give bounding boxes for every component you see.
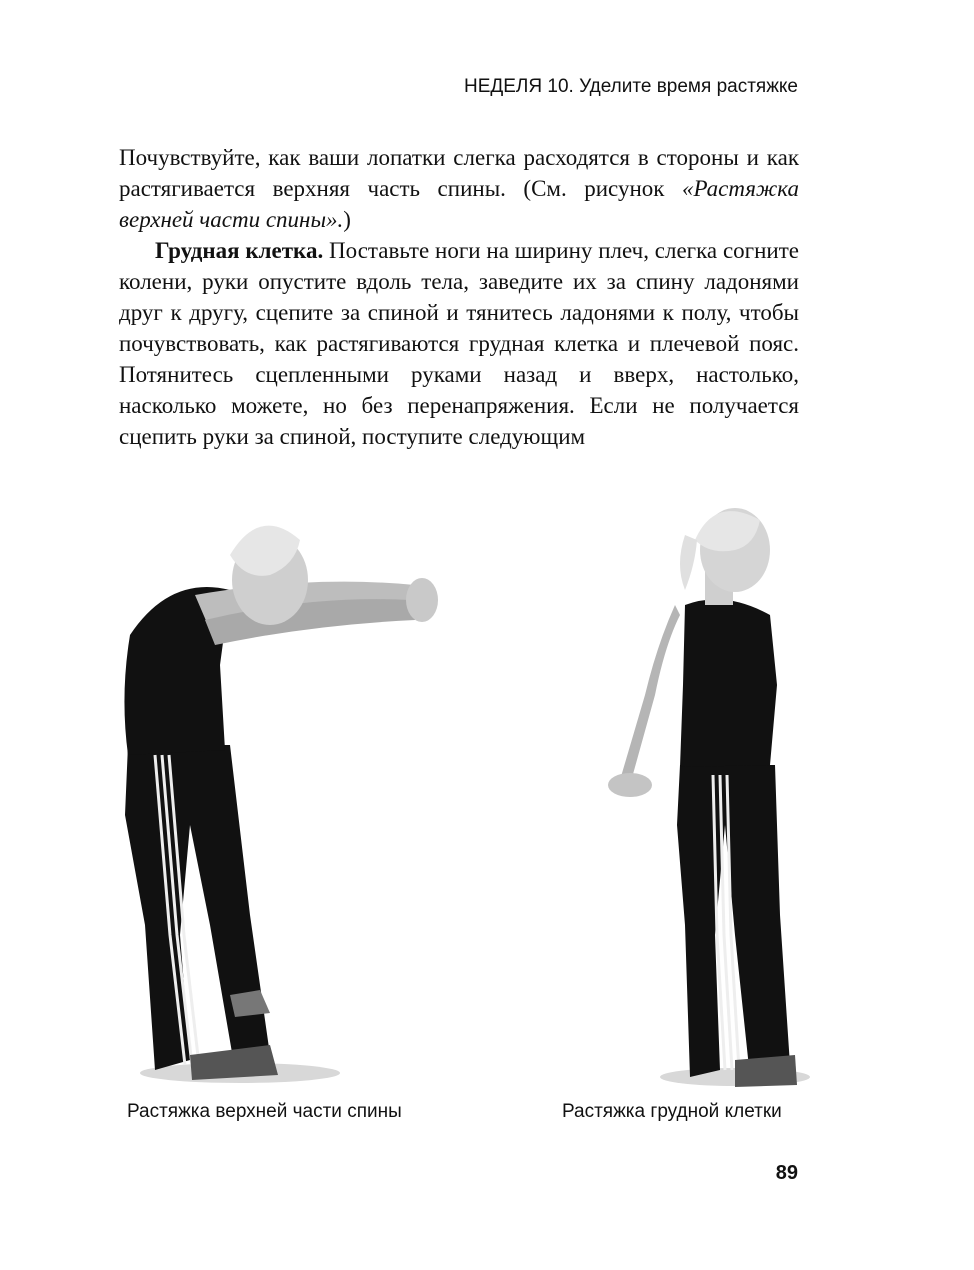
chest-stretch-photo (585, 495, 815, 1095)
running-header: НЕДЕЛЯ 10. Уделите время растяжке (463, 76, 798, 97)
page-number: 89 (775, 1162, 798, 1184)
paragraph-2-heading: Грудная клетка. (155, 238, 324, 263)
upper-back-stretch-photo (110, 495, 455, 1095)
paragraph-1-end: ) (343, 207, 351, 232)
left-figure-caption: Растяжка верхней части спины (127, 1101, 402, 1122)
figure-reference: «Растяжка верхней части спины». (119, 176, 799, 232)
body-text (119, 142, 799, 452)
paragraph-2-text: Поставьте ноги на ширину плеч, слегка согните колени, руки опустите вдоль тела, заведите их за спину ладонями друг к другу, сцепите за спиной и тянитесь ладонями к полу, чтобы почувствовать, как растягиваются грудная клетка и плечевой пояс. Потянитесь сцепленными руками назад и вверх, настолько, насколько можете, но без перенапряжения. Если не получается сцепить руки за спиной, поступите следующим (119, 238, 799, 449)
paragraph-1 (119, 142, 799, 235)
paragraph-2 (119, 235, 799, 452)
right-figure-caption: Растяжка грудной клетки (562, 1101, 782, 1122)
paragraph-1-text: Почувствуйте, как ваши лопатки слегка расходятся в стороны и как растягивается верхняя часть спины. (См. рисунок (119, 145, 799, 201)
